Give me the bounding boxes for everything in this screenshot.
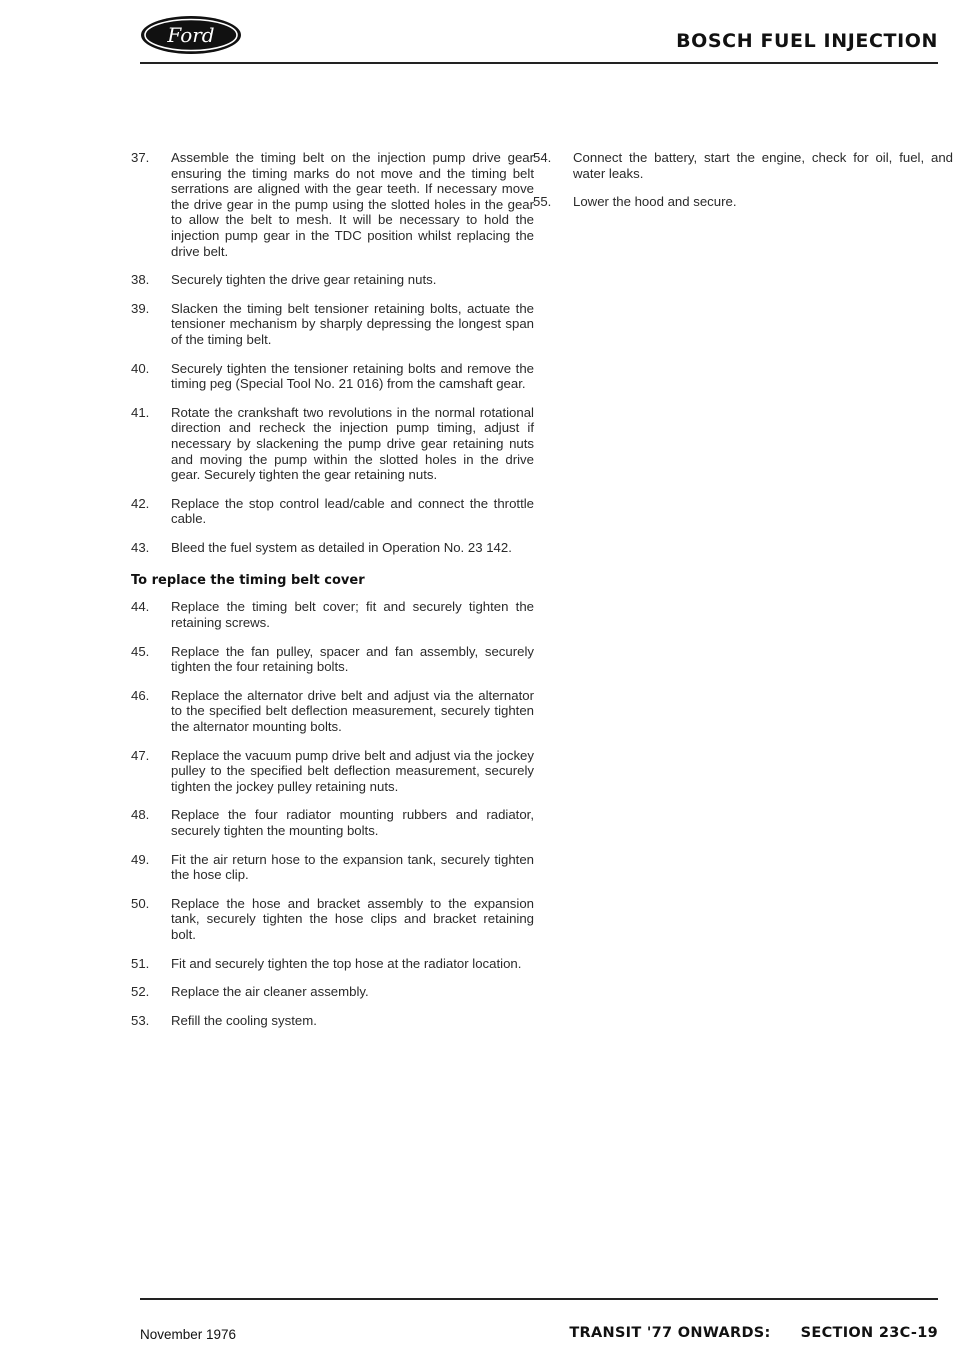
item-number: 53. bbox=[131, 1012, 150, 1028]
footer-section: SECTION 23C-19 bbox=[800, 1325, 938, 1341]
list-item bbox=[131, 150, 534, 259]
footer-publication: TRANSIT '77 ONWARDS: bbox=[569, 1325, 771, 1341]
list-item bbox=[131, 1013, 534, 1029]
item-text: Replace the alternator drive belt and adjust via the alternator to the specified belt deflection measurement, securely tighten the alternator mounting bolts. bbox=[171, 687, 534, 735]
item-number: 54. bbox=[533, 150, 552, 165]
list-item bbox=[131, 748, 534, 795]
item-number: 45. bbox=[131, 643, 150, 659]
list-item bbox=[533, 194, 953, 210]
footer-reference bbox=[569, 1325, 938, 1341]
footer-date: November 1976 bbox=[140, 1327, 237, 1342]
list-item bbox=[131, 540, 534, 556]
item-number: 46. bbox=[131, 687, 150, 703]
list-item bbox=[533, 150, 953, 181]
item-number: 40. bbox=[131, 360, 150, 376]
item-number: 47. bbox=[131, 747, 150, 763]
item-text: Refill the cooling system. bbox=[171, 1012, 317, 1028]
item-text: Bleed the fuel system as detailed in Operation No. 23 142. bbox=[171, 539, 512, 555]
right-column bbox=[533, 150, 953, 223]
list-item bbox=[131, 272, 534, 288]
list-item bbox=[131, 496, 534, 527]
item-number: 42. bbox=[131, 495, 150, 511]
item-text: Replace the vacuum pump drive belt and adjust via the jockey pulley to the specified belt deflection measurement, securely tighten the jockey pulley retaining nuts. bbox=[171, 747, 534, 794]
item-number: 43. bbox=[131, 539, 150, 555]
item-text: Replace the stop control lead/cable and connect the throttle cable. bbox=[171, 495, 534, 527]
footer-rule bbox=[140, 1298, 938, 1300]
item-number: 49. bbox=[131, 851, 150, 867]
list-item bbox=[131, 852, 534, 883]
item-text: Assemble the timing belt on the injection pump drive gear ensuring the timing marks do not move and the timing belt serrations are aligned with the gear teeth. If necessary move the drive gear in the pump using the slotted holes in the gear to allow the belt to mesh. It will be necessary to hold the injection pump gear in the TDC position whilst replacing the drive belt. bbox=[171, 150, 534, 259]
item-number: 52. bbox=[131, 984, 150, 1000]
item-text: Replace the hose and bracket assembly to the expansion tank, securely tighten the hose clips and bracket retaining bolt. bbox=[171, 895, 534, 942]
list-item bbox=[131, 599, 534, 630]
item-number: 39. bbox=[131, 300, 150, 316]
item-text: Securely tighten the drive gear retaining nuts. bbox=[171, 272, 437, 288]
item-text: Securely tighten the tensioner retaining bolts and remove the timing peg (Special Tool No. 21 016) from the camshaft gear. bbox=[171, 360, 534, 392]
list-item bbox=[131, 956, 534, 972]
list-item bbox=[131, 984, 534, 1000]
item-text: Rotate the crankshaft two revolutions in the normal rotational direction and recheck the injection pump timing, adjust if necessary by slackening the pump drive gear retaining nuts and moving the pump within the slotted holes in the drive gear. Securely tighten the gear retaining nuts. bbox=[171, 404, 534, 483]
item-number: 38. bbox=[131, 272, 150, 288]
ford-logo bbox=[140, 15, 242, 55]
list-item bbox=[131, 807, 534, 838]
list-item bbox=[131, 688, 534, 735]
item-number: 37. bbox=[131, 150, 150, 165]
item-number: 48. bbox=[131, 807, 150, 823]
svg-text:Ford: Ford bbox=[167, 23, 215, 47]
left-column bbox=[131, 150, 534, 1041]
item-text: Slacken the timing belt tensioner retaining bolts, actuate the tensioner mechanism by sharply depressing the longest span of the timing belt. bbox=[171, 300, 534, 347]
list-item bbox=[131, 896, 534, 943]
item-text: Replace the timing belt cover; fit and securely tighten the retaining screws. bbox=[171, 599, 534, 631]
header-title: BOSCH FUEL INJECTION bbox=[676, 30, 938, 52]
item-number: 44. bbox=[131, 599, 150, 615]
item-number: 41. bbox=[131, 404, 150, 420]
item-text: Fit and securely tighten the top hose at the radiator location. bbox=[171, 955, 522, 971]
item-number: 55. bbox=[533, 194, 552, 210]
item-number: 50. bbox=[131, 895, 150, 911]
item-text: Connect the battery, start the engine, check for oil, fuel, and water leaks. bbox=[573, 150, 953, 181]
section-heading: To replace the timing belt cover bbox=[131, 573, 365, 589]
header-rule bbox=[140, 62, 938, 64]
item-text: Replace the fan pulley, spacer and fan assembly, securely tighten the four retaining bolts. bbox=[171, 643, 534, 675]
list-item bbox=[131, 361, 534, 392]
list-item bbox=[131, 301, 534, 348]
item-text: Fit the air return hose to the expansion tank, securely tighten the hose clip. bbox=[171, 851, 534, 883]
item-text: Lower the hood and secure. bbox=[573, 194, 737, 210]
item-text: Replace the air cleaner assembly. bbox=[171, 984, 369, 1000]
list-item bbox=[131, 644, 534, 675]
item-number: 51. bbox=[131, 955, 150, 971]
item-text: Replace the four radiator mounting rubbers and radiator, securely tighten the mounting bolts. bbox=[171, 807, 534, 838]
list-item bbox=[131, 405, 534, 483]
